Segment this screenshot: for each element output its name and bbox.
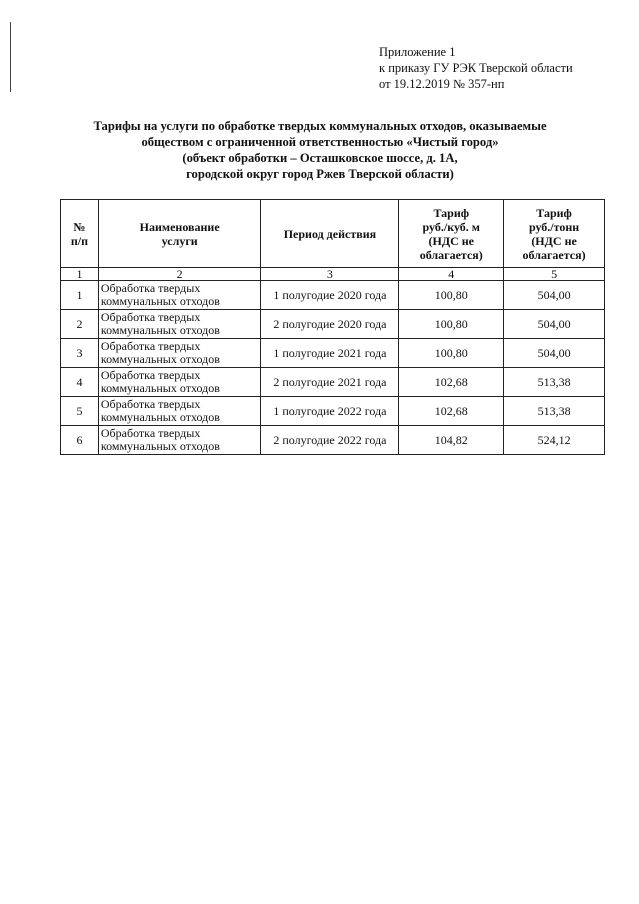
- tariff-per-m3: 100,80: [399, 281, 504, 310]
- header-tariff-per-m3: Тариф руб./куб. м (НДС не облагается): [399, 200, 504, 268]
- service-name: Обработка твердых коммунальных отходов: [98, 281, 261, 310]
- tariff-per-ton: 504,00: [504, 339, 605, 368]
- tariff-per-m3: 102,68: [399, 368, 504, 397]
- title-line-4: городской округ город Ржев Тверской области): [186, 167, 454, 181]
- title-line-1: Тарифы на услуги по обработке твердых коммунальных отходов, оказываемые: [93, 119, 547, 133]
- header-tariff-per-ton: Тариф руб./тонн (НДС не облагается): [504, 200, 605, 268]
- table-row: [61, 397, 605, 426]
- tariff-table: [60, 199, 605, 455]
- tariff-per-m3: 104,82: [399, 426, 504, 455]
- column-number: 1: [61, 268, 99, 281]
- tariff-per-ton: 513,38: [504, 368, 605, 397]
- row-number: 5: [61, 397, 99, 426]
- tariff-per-ton: 524,12: [504, 426, 605, 455]
- service-name: Обработка твердых коммунальных отходов: [98, 426, 261, 455]
- row-number: 6: [61, 426, 99, 455]
- appendix-line-2: к приказу ГУ РЭК Тверской области: [379, 61, 573, 75]
- service-name: Обработка твердых коммунальных отходов: [98, 368, 261, 397]
- tariff-per-m3: 102,68: [399, 397, 504, 426]
- table-row: [61, 426, 605, 455]
- row-number: 4: [61, 368, 99, 397]
- header-period: Период действия: [261, 200, 399, 268]
- row-number: 2: [61, 310, 99, 339]
- column-number: 3: [261, 268, 399, 281]
- service-name: Обработка твердых коммунальных отходов: [98, 397, 261, 426]
- document-title: [60, 118, 580, 182]
- appendix-line-3: от 19.12.2019 № 357-нп: [379, 77, 505, 91]
- title-line-2: обществом с ограниченной ответственностью «Чистый город»: [141, 135, 499, 149]
- header-number: № п/п: [61, 200, 99, 268]
- service-name: Обработка твердых коммунальных отходов: [98, 310, 261, 339]
- column-number-row: [61, 268, 605, 281]
- period: 2 полугодие 2022 года: [261, 426, 399, 455]
- column-number: 2: [98, 268, 261, 281]
- service-name: Обработка твердых коммунальных отходов: [98, 339, 261, 368]
- row-number: 3: [61, 339, 99, 368]
- period: 1 полугодие 2021 года: [261, 339, 399, 368]
- table-header-row: [61, 200, 605, 268]
- table-row: [61, 281, 605, 310]
- column-number: 5: [504, 268, 605, 281]
- row-number: 1: [61, 281, 99, 310]
- column-number: 4: [399, 268, 504, 281]
- table-row: [61, 368, 605, 397]
- header-service-name: Наименование услуги: [98, 200, 261, 268]
- appendix-note: [379, 44, 573, 92]
- appendix-line-1: Приложение 1: [379, 45, 456, 59]
- period: 1 полугодие 2020 года: [261, 281, 399, 310]
- tariff-per-m3: 100,80: [399, 339, 504, 368]
- period: 1 полугодие 2022 года: [261, 397, 399, 426]
- tariff-per-ton: 513,38: [504, 397, 605, 426]
- tariff-per-ton: 504,00: [504, 281, 605, 310]
- title-line-3: (объект обработки – Осташковское шоссе, д. 1А,: [182, 151, 458, 165]
- table-row: [61, 310, 605, 339]
- table-row: [61, 339, 605, 368]
- scan-edge-line: [10, 22, 11, 92]
- tariff-per-m3: 100,80: [399, 310, 504, 339]
- period: 2 полугодие 2020 года: [261, 310, 399, 339]
- period: 2 полугодие 2021 года: [261, 368, 399, 397]
- tariff-per-ton: 504,00: [504, 310, 605, 339]
